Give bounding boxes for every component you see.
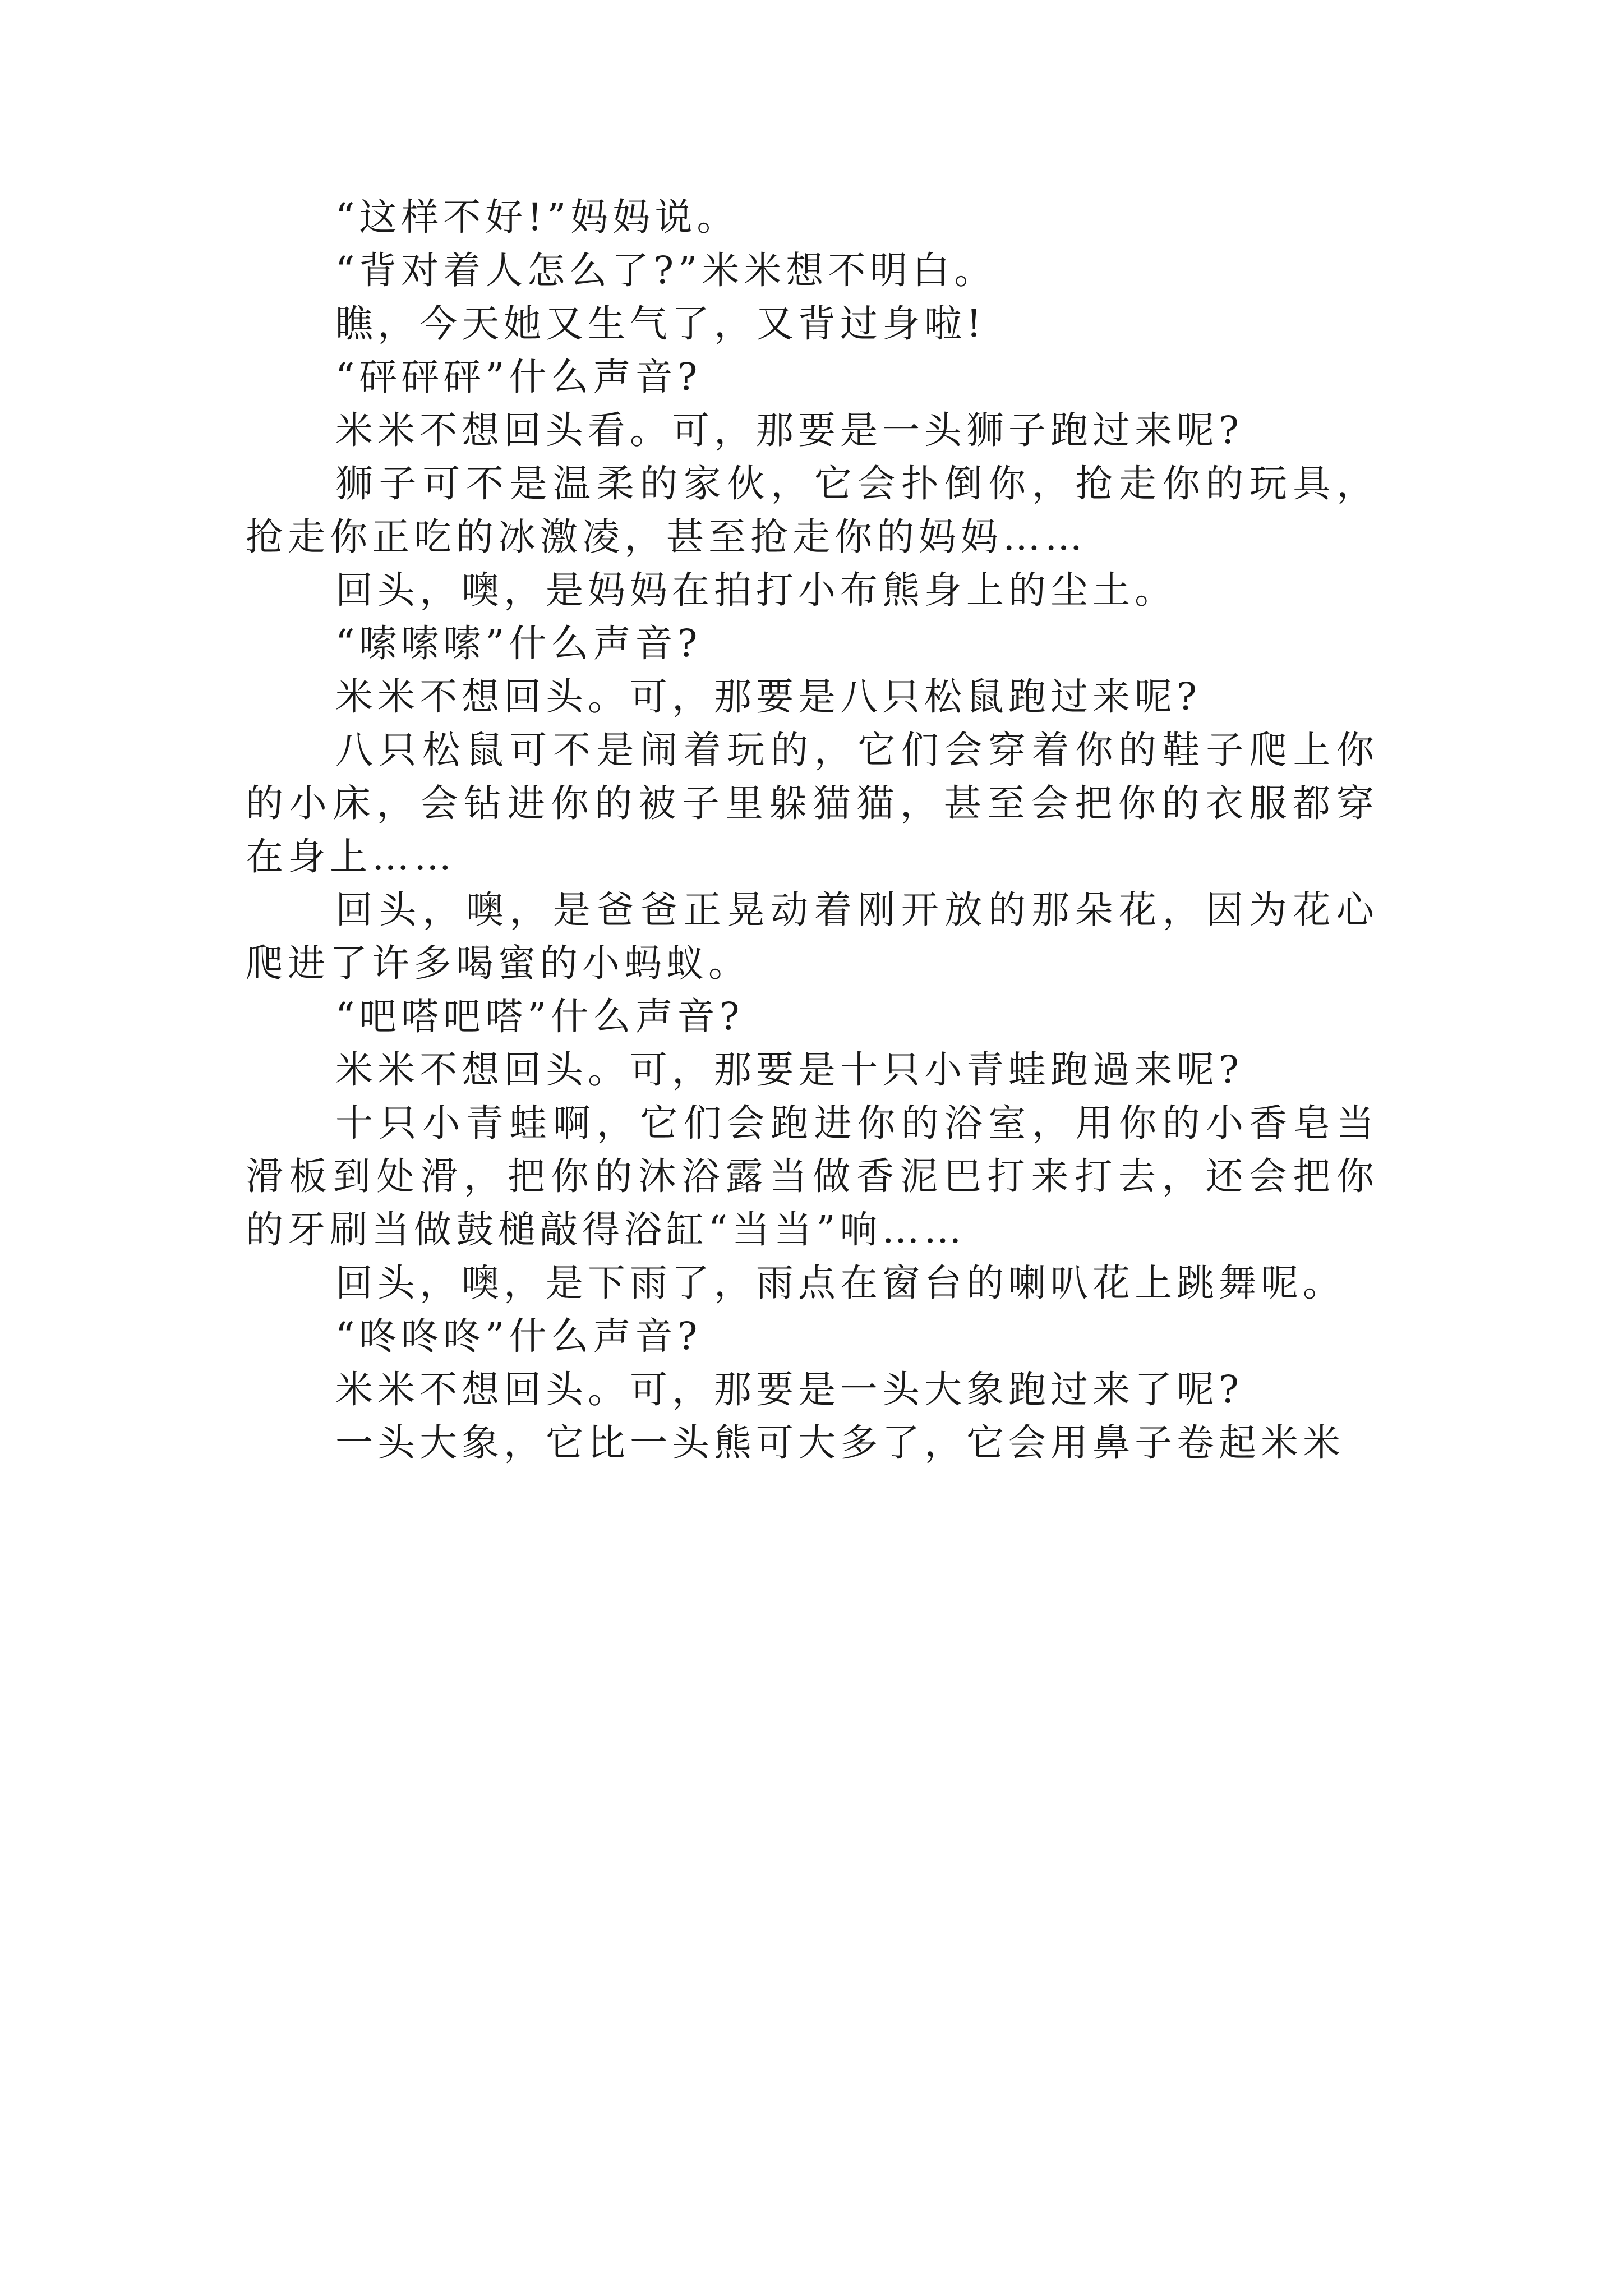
paragraph: 八只松鼠可不是闹着玩的，它们会穿着你的鞋子爬上你的小床，会钻进你的被子里躲猫猫，甚至会把你的衣服都穿在身上…… — [246, 728, 1378, 878]
paragraph: “这样不好!”妈妈说。 — [335, 195, 739, 239]
paragraph: 瞧，今天她又生气了，又背过身啦! — [335, 302, 986, 346]
paragraph: 狮子可不是温柔的家伙，它会扑倒你，抢走你的玩具，抢走你正吃的冰激凌，甚至抢走你的妈妈…… — [246, 462, 1378, 559]
paragraph: 米米不想回头。可，那要是八只松鼠跑过来呢? — [335, 675, 1201, 719]
paragraph: 米米不想回头。可，那要是十只小青蛙跑過来呢? — [335, 1048, 1243, 1092]
paragraph: “咚咚咚”什么声音? — [335, 1314, 702, 1358]
paragraph: 米米不想回头看。可，那要是一头狮子跑过来呢? — [335, 408, 1243, 452]
story-text — [246, 191, 1378, 1470]
paragraph: 回头，噢，是下雨了，雨点在窗台的喇叭花上跳舞呢。 — [335, 1261, 1345, 1305]
paragraph: 十只小青蛙啊，它们会跑进你的浴室，用你的小香皂当滑板到处滑，把你的沐浴露当做香泥巴打来打去，还会把你的牙刷当做鼓槌敲得浴缸“当当”响…… — [246, 1101, 1378, 1251]
paragraph: “背对着人怎么了?”米米想不明白。 — [335, 249, 997, 292]
paragraph: “吧嗒吧嗒”什么声音? — [335, 995, 744, 1038]
paragraph: “砰砰砰”什么声音? — [335, 355, 702, 399]
paragraph: 米米不想回头。可，那要是一头大象跑过来了呢? — [335, 1368, 1243, 1411]
paragraph: “嗦嗦嗦”什么声音? — [335, 622, 702, 665]
paragraph: 回头，噢，是爸爸正晃动着刚开放的那朵花，因为花心爬进了许多喝蜜的小蚂蚁。 — [246, 888, 1378, 985]
paragraph: 一头大象，它比一头熊可大多了，它会用鼻子卷起米米 — [335, 1421, 1345, 1465]
paragraph: 回头，噢，是妈妈在拍打小布熊身上的尘土。 — [335, 568, 1177, 612]
